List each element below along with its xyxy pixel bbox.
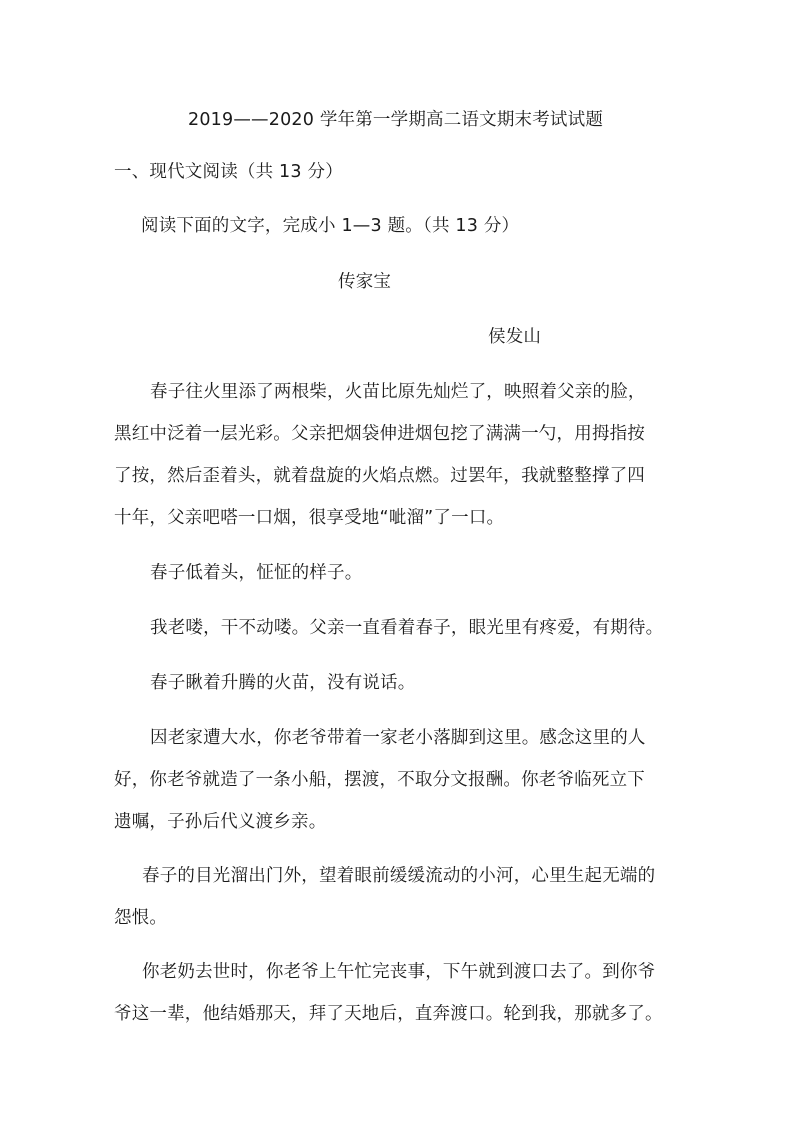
instruction-text: 阅读下面的文字，完成小 1—3 题。（共 13 分） xyxy=(141,216,520,236)
paragraph-line: 怨恨。 xyxy=(114,908,168,928)
paragraph-line: 我老喽，干不动喽。父亲一直看着春子，眼光里有疼爱，有期待。 xyxy=(150,618,664,638)
essay-title: 传家宝 xyxy=(338,272,392,292)
paragraph-line: 你老奶去世时，你老爷上午忙完丧事，下午就到渡口去了。到你爷 xyxy=(142,962,656,982)
paragraph-line: 十年，父亲吧嗒一口烟，很享受地“呲溜”了一口。 xyxy=(114,508,505,528)
paragraph-line: 春子低着头，怔怔的样子。 xyxy=(150,563,363,583)
paragraph-line: 遗嘱，子孙后代义渡乡亲。 xyxy=(114,812,327,832)
paragraph-line: 春子往火里添了两根柴，火苗比原先灿烂了，映照着父亲的脸， xyxy=(150,382,646,402)
section-heading: 一、现代文阅读（共 13 分） xyxy=(114,162,343,182)
essay-author: 侯发山 xyxy=(488,327,542,347)
paragraph-line: 了按，然后歪着头，就着盘旋的火焰点燃。过罢年，我就整整撑了四 xyxy=(114,466,645,486)
paragraph-line: 春子瞅着升腾的火苗，没有说话。 xyxy=(150,673,416,693)
paragraph-line: 黑红中泛着一层光彩。父亲把烟袋伸进烟包挖了满满一勺，用拇指按 xyxy=(114,424,645,444)
exam-title: 2019——2020 学年第一学期高二语文期末考试试题 xyxy=(188,110,604,130)
paragraph-line: 好，你老爷就造了一条小船，摆渡，不取分文报酬。你老爷临死立下 xyxy=(114,770,645,790)
paragraph-line: 因老家遭大水，你老爷带着一家老小落脚到这里。感念这里的人 xyxy=(150,728,646,748)
paragraph-line: 春子的目光溜出门外，望着眼前缓缓流动的小河，心里生起无端的 xyxy=(142,866,656,886)
paragraph-line: 爷这一辈，他结婚那天，拜了天地后，直奔渡口。轮到我，那就多了。 xyxy=(114,1004,663,1024)
